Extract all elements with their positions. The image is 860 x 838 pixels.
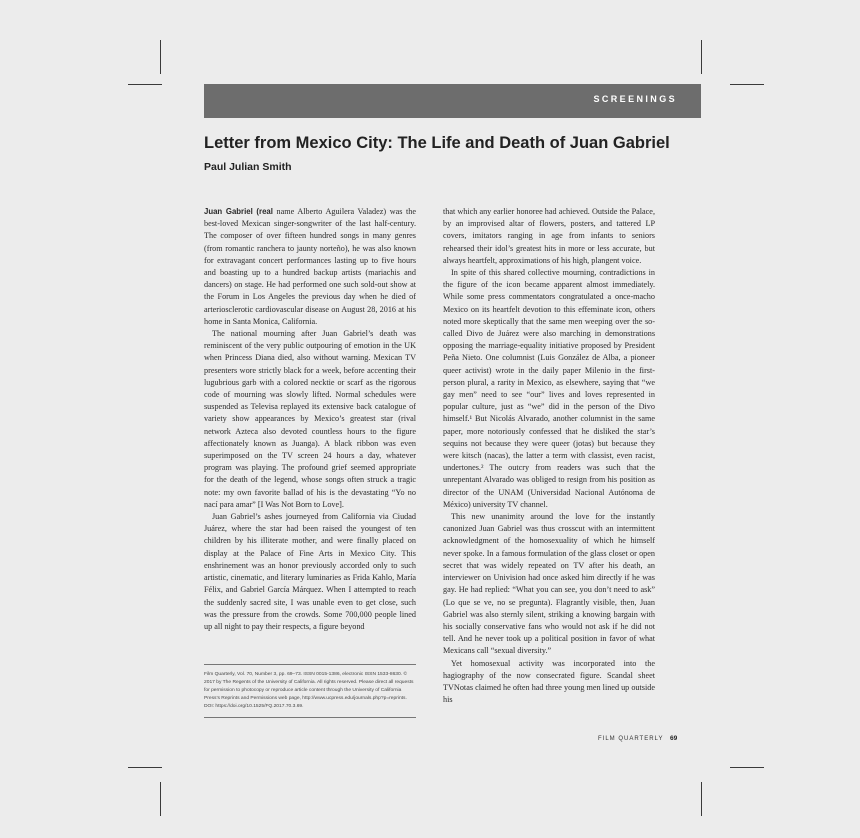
- lead-in: Juan Gabriel (real: [204, 207, 273, 216]
- paragraph: The national mourning after Juan Gabriel’s death was reminiscent of the very public outpouring of emotion in the UK when Princess Diana died, also without warning. Mexican TV presenters wore strictly black for a week, before accenting their lugubrious garb with a colored necktie or scarf as the rigorous code of mourning was slowly lifted. Normal schedules were suspended as Televisa replayed its extensive back catalogue of variety show appearances by Mexico’s greatest star (rival network Azteca also devoted countless hours to the figure affectionately known as Juanga). A black ribbon was even superimposed on the TV screen 24 hours a day, whatever program was playing. The profound grief seemed appropriate for the death of the legend, whose songs often struck a tragic note: my own favorite ballad of his is the devastating “Yo no nací para amar” [I Was Not Born to Love].: [204, 329, 416, 509]
- crop-mark: [128, 767, 162, 768]
- article-author: Paul Julian Smith: [204, 161, 292, 173]
- crop-mark: [730, 767, 764, 768]
- left-column: [204, 206, 416, 633]
- page-number: 69: [670, 735, 678, 742]
- paragraph: This new unanimity around the love for the instantly canonized Juan Gabriel was thus crosscut with an intermittent acknowledgment of the homosexuality of which he himself never spoke. In a famous formulation of the glass closet or open secret that was widely repeated on TV after his death, an interviewer on Univision had once asked him directly if he was gay. He had replied: “What you can see, you don’t need to ask” (Lo que se ve, no se pregunta). Flagrantly visible, then, Juan Gabriel was also sternly silent, striking a knowing bargain with his socially conservative fans who would not ask if he did not tell. And he never took up a political position in favor of what Mexicans call “sexual diversity.”: [443, 512, 655, 656]
- copyright-footnote: Film Quarterly, Vol. 70, Number 3, pp. 69–73. ISSN 0015-1386, electronic ISSN 1533-8630. © 2017 by The Regents of the University of California. All rights reserved. Please direct all requests for permission to photocopy or reproduce article content through the University of California Press’s Reprints and Permissions web page, http://www.ucpress.edu/journals.php?p=reprints. DOI: https://doi.org/10.1525/FQ.2017.70.3.69.: [204, 664, 416, 718]
- crop-mark: [701, 40, 702, 74]
- crop-mark: [160, 782, 161, 816]
- paragraph: Juan Gabriel’s ashes journeyed from California via Ciudad Juárez, where the star had been raised the youngest of ten children by his illiterate mother, and were finally placed on display at the Palace of Fine Arts in Mexico City. This enshrinement was an honor previously accorded only to such artistic, cinematic, and literary luminaries as Frida Kahlo, María Félix, and Gabriel García Márquez. When I attempted to reach the suddenly sacred site, I was unable even to get close, such was the pressure from the crowds. Some 700,000 people lined up all night to pay their respects, a figure beyond: [204, 512, 416, 631]
- right-column: [443, 206, 655, 706]
- article-title: Letter from Mexico City: The Life and Death of Juan Gabriel: [204, 134, 670, 152]
- crop-mark: [701, 782, 702, 816]
- crop-mark: [128, 84, 162, 85]
- crop-mark: [730, 84, 764, 85]
- paragraph: [204, 206, 416, 328]
- paragraph: Yet homosexual activity was incorporated into the hagiography of the now consecrated figure. Scandal sheet TVNotas claimed he often had three young men lined up outside his: [443, 658, 655, 705]
- paragraph: that which any earlier honoree had achieved. Outside the Palace, by an improvised altar of flowers, posters, and tattered LP covers, imitators ranging in age from infants to seniors rehearsed their idol’s greatest hits in more or less accurate, but always heartfelt, approximations of his high, plangent voice.: [443, 207, 655, 265]
- running-footer: FILM QUARTERLY: [598, 736, 664, 742]
- crop-mark: [160, 40, 161, 74]
- section-label: SCREENINGS: [593, 94, 677, 104]
- paragraph-text: name Alberto Aguilera Valadez) was the best-loved Mexican singer-songwriter of the last half-century. The composer of over fifteen hundred songs in many genres (from romantic ranchera to jaunty norteño), he was also known for extravagant concert performances lasting up to five hours and boasting up to a hundred backup artists (mariachis and dancers) on stage. He had performed one such sold-out show at the Forum in Los Angeles the previous day when he died of arteriosclerotic cardiovascular disease on August 28, 2016 at his home in Santa Monica, California.: [204, 207, 417, 326]
- section-banner: [204, 84, 701, 118]
- paragraph: In spite of this shared collective mourning, contradictions in the figure of the icon became apparent almost immediately. While some press commentators congratulated a once-macho Mexico on its heartfelt devotion to this effeminate icon, others noted more skeptically that the same men weeping over the so-called Divo de Juárez were also marching in demonstrations opposing the marriage-equality initiative proposed by President Peña Nieto. One columnist (Luis González de Alba, a pioneer queer activist) wrote in the daily paper Milenio in the first-person plural, a rarity in Mexico, as elsewhere, saying that “we gay men” need to see “our” lives and loves represented in popular culture, just as “we” did in the person of the Divo himself.¹ But Nicolás Alvarado, another columnist in the same paper, more notoriously confessed that he disliked the star’s sequins not because they were queer (jotas) but because they were kitsch (nacas), the latter a term with classist, even racist, undertones.² The outcry from readers was such that the unrepentant Alvarado was obliged to resign from his position as director of the UNAM (Universidad Nacional Autónoma de México) university TV channel.: [443, 268, 655, 509]
